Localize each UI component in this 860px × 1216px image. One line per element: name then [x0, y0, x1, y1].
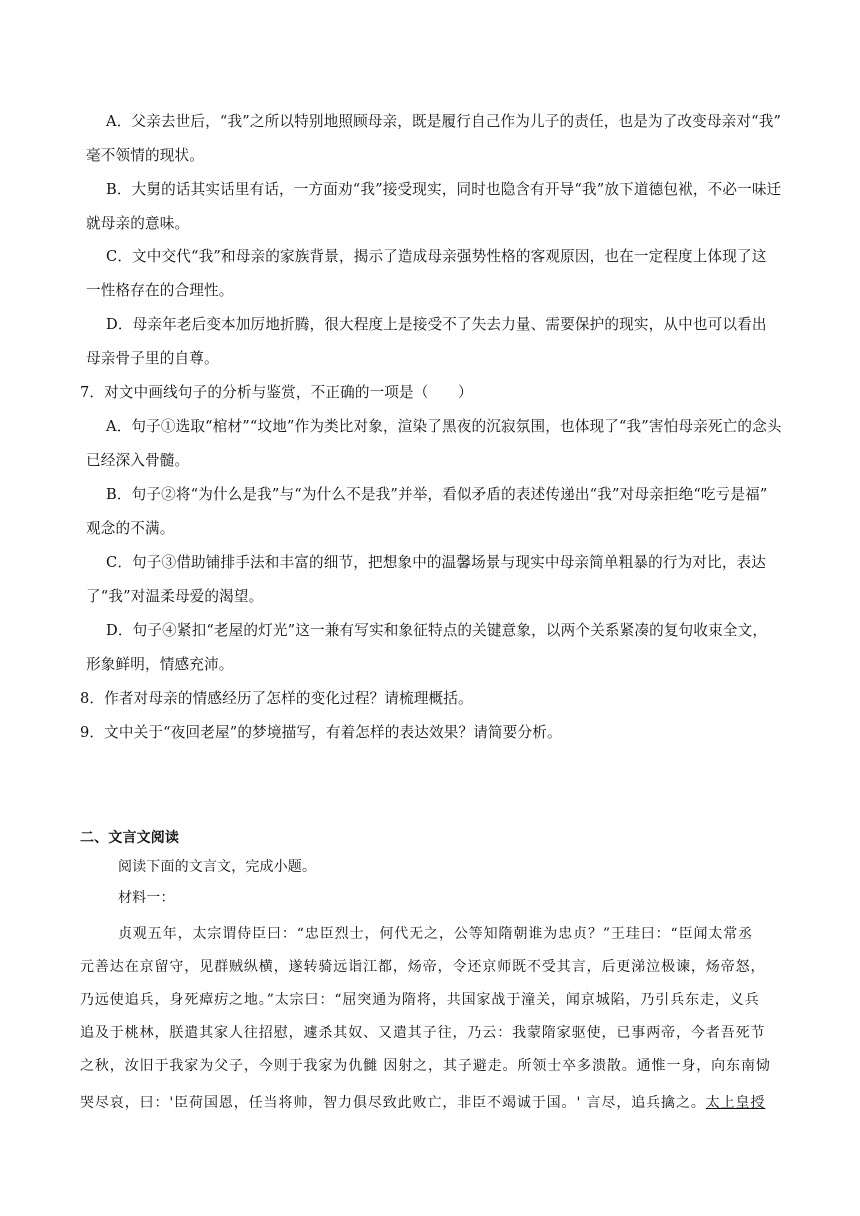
- q6-option-d-line1: D．母亲年老后变本加厉地折腾，很大程度上是接受不了失去力量、需要保护的现实，从中也可以看出: [106, 316, 767, 333]
- q6-option-c-line1: C．文中交代“我”和母亲的家族背景，揭示了造成母亲强势性格的客观原因，也在一定程度上体现了这: [106, 248, 767, 265]
- q7-option-b-line1: B．句子②将“为什么是我”与“为什么不是我”并举，看似矛盾的表述传递出“我”对母亲拒绝“吃亏是福”: [106, 486, 768, 503]
- classical-text-line-6: [80, 1093, 765, 1113]
- q7-stem: 7．对文中画线句子的分析与鉴赏，不正确的一项是（ ）: [80, 384, 473, 401]
- q7-option-a-line2: 已经深入骨髓。: [86, 452, 190, 469]
- material-label: 材料一：: [118, 890, 175, 906]
- q7-option-b-line2: 观念的不满。: [86, 520, 175, 537]
- section-title: 二、文言文阅读: [80, 830, 180, 846]
- q7-option-d-line2: 形象鲜明，情感充沛。: [86, 656, 234, 673]
- classical-text-line-2: 元善达在京留守，见群贼纵横，遂转骑远诣江都，炀帝，令还京师既不受其言，后更涕泣极谏，炀帝怒，: [80, 959, 766, 975]
- classical-text-line-3: 乃远使追兵，身死瘴疠之地。”太宗曰：“屈突通为隋将，共国家战于潼关，闻京城陷，乃引兵东走，义兵: [80, 992, 760, 1008]
- q6-option-d-line2: 母亲骨子里的自尊。: [86, 350, 219, 367]
- section-instruction: 阅读下面的文言文，完成小题。: [118, 859, 317, 875]
- q7-option-c-line1: C．句子③借助铺排手法和丰富的细节，把想象中的温馨场景与现实中母亲简单粗暴的行为对比，表达: [106, 554, 767, 571]
- q6-option-c-line2: 一性格存在的合理性。: [86, 282, 234, 299]
- q7-option-d-line1: D．句子④紧扣“老屋的灯光”这一兼有写实和象征特点的关键意象，以两个关系紧凑的复句收束全文，: [106, 622, 768, 639]
- q6-option-b-line2: 就母亲的意味。: [86, 215, 190, 232]
- classical-text-line-4: 追及于桃林，朕遣其家人往招慰，遽杀其奴、又遣其子往，乃云：我蒙隋家驱使，已事两帝，今者吾死节: [80, 1025, 766, 1041]
- classical-text-line-1: 贞观五年，太宗谓侍臣曰：“忠臣烈士，何代无之，公等知隋朝谁为忠贞？”王珪曰：“臣闻太常丞: [118, 926, 754, 942]
- classical-text-line-6-body: 哭尽哀，曰：'臣荷国恩，任当将帅，智力俱尽致此败亡，非臣不竭诚于国。' 言尽，追兵擒之。: [80, 1095, 706, 1111]
- q6-option-a-line2: 毫不领情的现状。: [86, 147, 204, 164]
- q8-stem: 8．作者对母亲的情感经历了怎样的变化过程？请梳理概括。: [80, 690, 473, 707]
- q7-option-c-line2: 了“我”对温柔母爱的渴望。: [86, 588, 264, 605]
- q9-stem: 9．文中关于“夜回老屋”的梦境描写，有着怎样的表达效果？请简要分析。: [80, 724, 562, 741]
- q6-option-b-line1: B．大舅的话其实话里有话，一方面劝“我”接受现实，同时也隐含有开导“我”放下道德包袱，不必一味迁: [106, 181, 782, 198]
- q7-option-a-line1: A．句子①选取“棺材”“坟地”作为类比对象，渲染了黑夜的沉寂氛围，也体现了“我”害怕母亲死亡的念头: [106, 418, 782, 435]
- underlined-phrase: 太上皇授: [705, 1095, 766, 1111]
- q6-option-a-line1: A．父亲去世后，“我”之所以特别地照顾母亲，既是履行自己作为儿子的责任，也是为了改变母亲对“我”: [106, 113, 782, 130]
- classical-text-line-5: 之秋，汝旧于我家为父子，今则于我家为仇雠 因射之，其子避走。所领士卒多溃散。通惟一身，向东南恸: [80, 1058, 771, 1074]
